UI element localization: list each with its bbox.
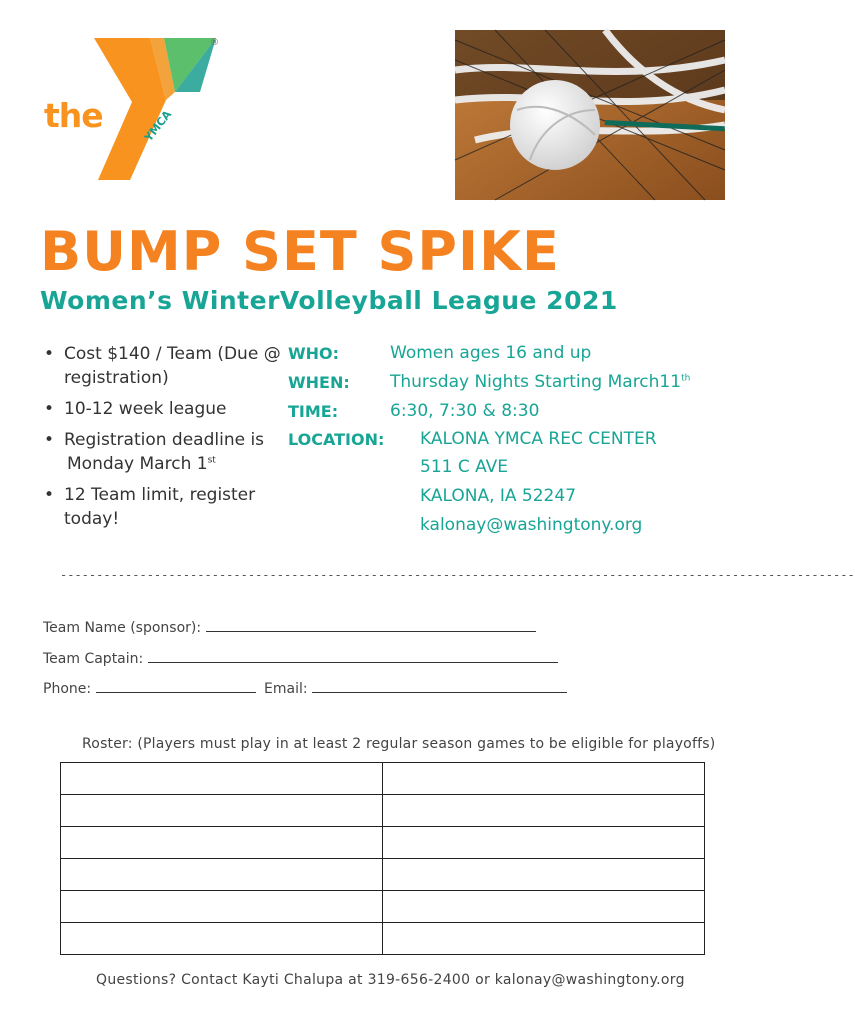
table-row bbox=[61, 827, 705, 859]
email-input-line[interactable] bbox=[312, 677, 567, 693]
roster-cell[interactable] bbox=[61, 763, 383, 795]
roster-cell[interactable] bbox=[383, 891, 705, 923]
bullet-text: registration) bbox=[64, 368, 169, 388]
phone-email-field bbox=[43, 677, 567, 697]
team-name-input-line[interactable] bbox=[206, 616, 536, 632]
bullet-text: 10-12 week league bbox=[64, 399, 227, 419]
time-label: TIME: bbox=[288, 402, 339, 421]
roster-cell[interactable] bbox=[383, 827, 705, 859]
page-subtitle: Women’s WinterVolleyball League 2021 bbox=[40, 286, 618, 315]
table-row bbox=[61, 859, 705, 891]
team-name-label: Team Name (sponsor): bbox=[43, 620, 202, 636]
phone-label: Phone: bbox=[43, 681, 92, 697]
bullet-text: Registration deadline is bbox=[64, 430, 265, 450]
phone-input-line[interactable] bbox=[96, 677, 256, 693]
info-bullets bbox=[44, 342, 284, 538]
location-label: LOCATION: bbox=[288, 430, 385, 449]
who-value: Women ages 16 and up bbox=[390, 343, 592, 363]
contact-email-link[interactable]: kalonay@washingtony.org bbox=[420, 515, 643, 535]
location-city: KALONA, IA 52247 bbox=[420, 486, 577, 506]
roster-cell[interactable] bbox=[61, 891, 383, 923]
roster-cell[interactable] bbox=[61, 827, 383, 859]
team-captain-label: Team Captain: bbox=[43, 651, 144, 667]
list-item bbox=[44, 483, 284, 531]
who-label: WHO: bbox=[288, 344, 340, 363]
footer-contact: Questions? Contact Kayti Chalupa at 319-656-2400 or kalonay@washingtony.org bbox=[96, 972, 685, 988]
when-text: Thursday Nights Starting March11 bbox=[390, 372, 682, 392]
cut-line-divider: -------------------------------------------------------------------------------------------------------------- bbox=[60, 568, 855, 582]
roster-cell[interactable] bbox=[61, 923, 383, 955]
bullet-text: Monday March 1 bbox=[67, 454, 208, 474]
table-row bbox=[61, 891, 705, 923]
page-title: BUMP SET SPIKE bbox=[40, 220, 560, 283]
list-item bbox=[44, 428, 284, 476]
email-label: Email: bbox=[264, 681, 308, 697]
roster-cell[interactable] bbox=[61, 795, 383, 827]
table-row bbox=[61, 763, 705, 795]
registered-mark: ® bbox=[210, 38, 219, 48]
table-row bbox=[61, 923, 705, 955]
location-name: KALONA YMCA REC CENTER bbox=[420, 429, 657, 449]
ordinal-suffix: th bbox=[681, 373, 691, 384]
roster-cell[interactable] bbox=[383, 859, 705, 891]
ordinal-suffix: st bbox=[207, 455, 216, 466]
team-captain-field bbox=[43, 647, 558, 667]
roster-table bbox=[60, 762, 705, 955]
table-row bbox=[61, 795, 705, 827]
logo-the-text: the bbox=[44, 96, 103, 135]
team-name-field bbox=[43, 616, 536, 636]
bullet-text: 12 Team limit, register bbox=[64, 485, 256, 505]
team-captain-input-line[interactable] bbox=[148, 647, 558, 663]
when-label: WHEN: bbox=[288, 373, 350, 392]
list-item bbox=[44, 342, 284, 390]
roster-cell[interactable] bbox=[61, 859, 383, 891]
bullet-text: Cost $140 / Team (Due @ bbox=[64, 344, 281, 364]
roster-cell[interactable] bbox=[383, 763, 705, 795]
bullet-text: today! bbox=[64, 509, 120, 529]
roster-caption: Roster: (Players must play in at least 2 regular season games to be eligible for playoffs) bbox=[82, 736, 716, 752]
roster-cell[interactable] bbox=[383, 923, 705, 955]
logo-ymca-text: YMCA bbox=[142, 108, 175, 145]
time-value: 6:30, 7:30 & 8:30 bbox=[390, 401, 540, 421]
location-street: 511 C AVE bbox=[420, 457, 509, 477]
when-value bbox=[390, 372, 690, 392]
list-item bbox=[44, 397, 284, 421]
roster-cell[interactable] bbox=[383, 795, 705, 827]
volleyball-net-photo bbox=[455, 30, 725, 200]
